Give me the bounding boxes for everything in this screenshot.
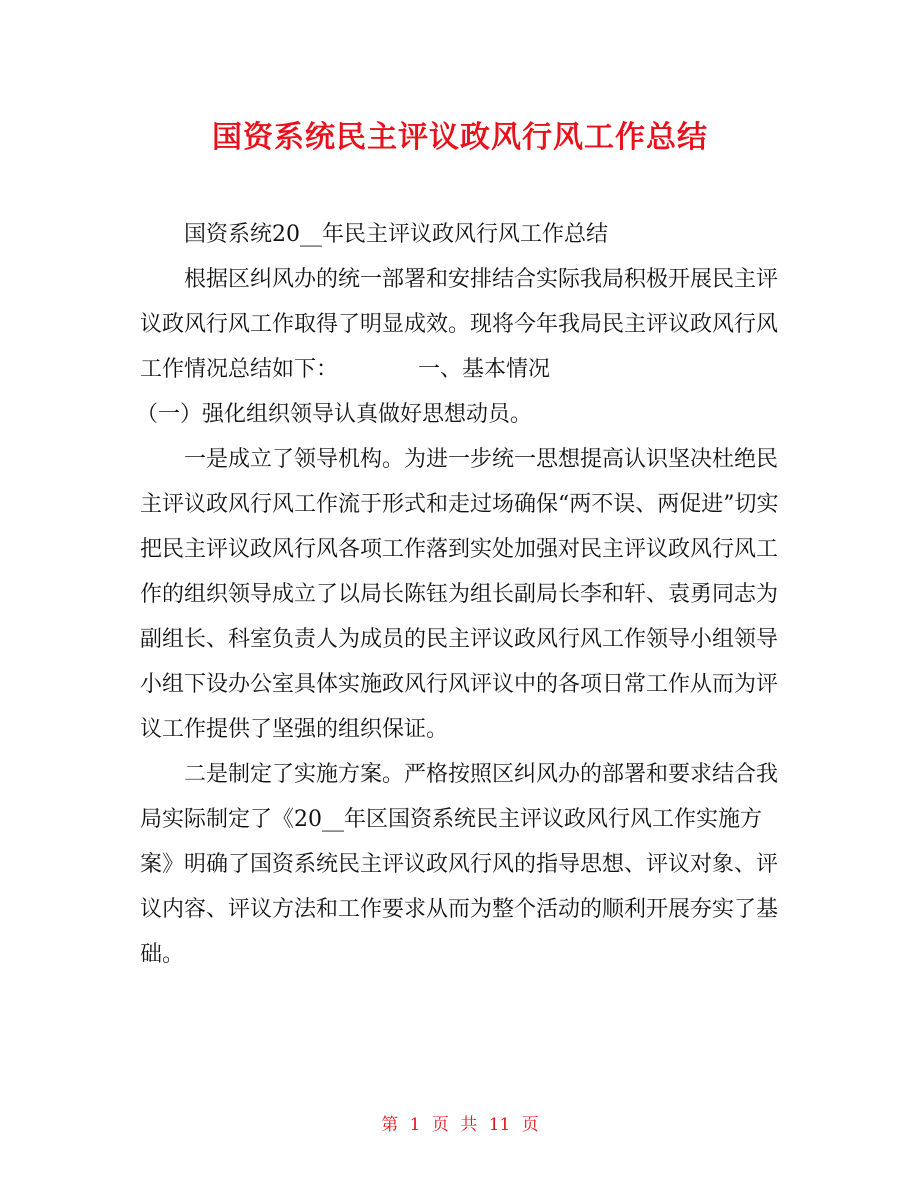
subsection-heading: （一）强化组织领导认真做好思想动员。 [136,402,533,427]
document-title: 国资系统民主评议政风行风工作总结 [212,120,708,155]
page-number-footer: 第 1 页 共 11 页 [381,1115,539,1135]
intro-paragraph [140,257,780,392]
body-paragraph-1: 一是成立了领导机构。为进一步统一思想提高认识坚决杜绝民主评议政风行风工作流于形式和走过场确保“两不误、两促进”切实把民主评议政风行风各项工作落到实处加强对民主评议政风行风工作的组织领导成立了以局长陈钰为组长副局长李和轩、袁勇同志为副组长、科室负责人为成员的民主评议政风行风工作领导小组领导小组下设办公室具体实施政风行风评议中的各项日常工作从而为评议工作提供了坚强的组织保证。 [140,447,779,742]
section-heading: 一、基本情况 [418,357,551,382]
body-paragraph-2: 二是制定了实施方案。严格按照区纠风办的部署和要求结合我局实际制定了《20__年区国资系统民主评议政风行风工作实施方案》明确了国资系统民主评议政风行风的指导思想、评议对象、评议内容、评议方法和工作要求从而为整个活动的顺利开展夯实了基础。 [140,762,779,967]
intro-text: 根据区纠风办的统一部署和安排结合实际我局积极开展民主评议政风行风工作取得了明显成效。现将今年我局民主评议政风行风工作情况总结如下： [140,267,779,382]
document-body [136,212,780,977]
subtitle-paragraph: 国资系统20__年民主评议政风行风工作总结 [184,222,608,247]
